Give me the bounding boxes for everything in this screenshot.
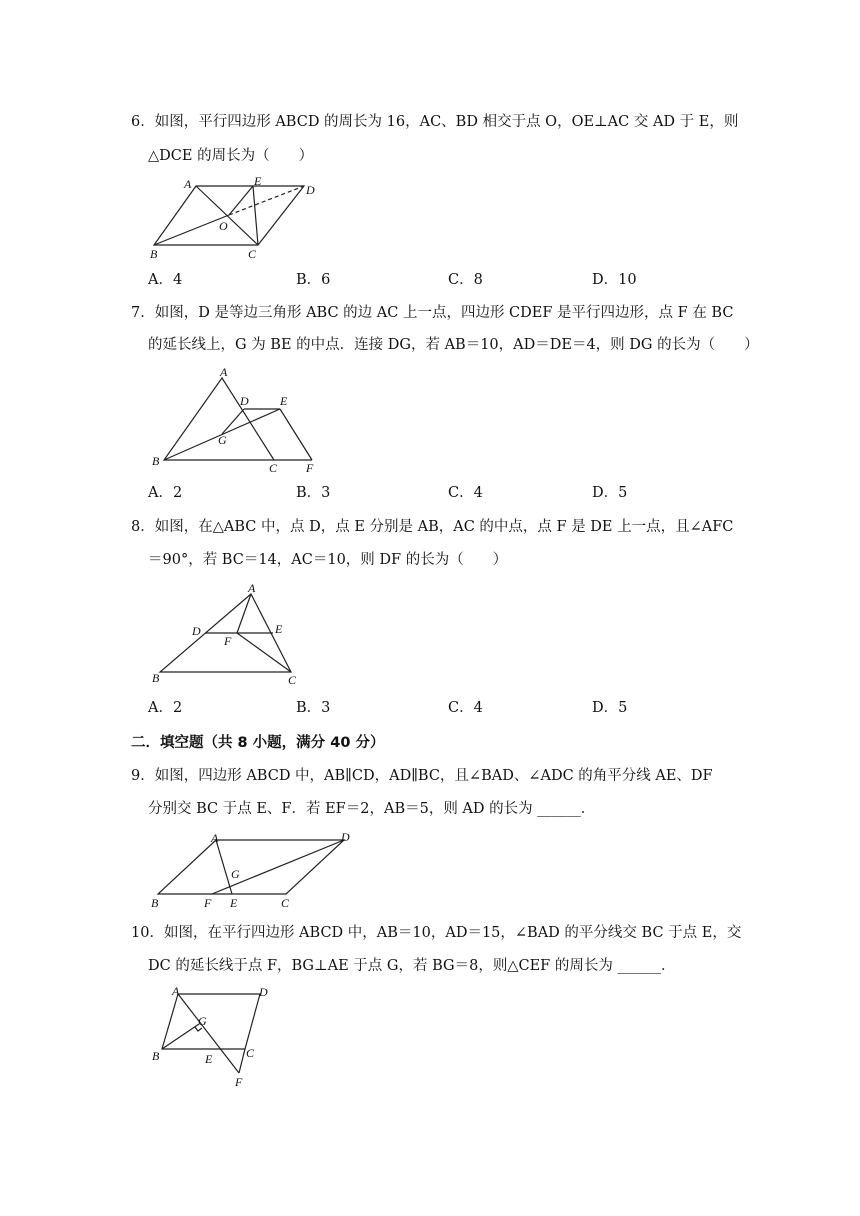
q7-option-c[interactable]: C．4 <box>448 485 483 501</box>
q10-text-line1: 10．如图，在平行四边形 ABCD 中，AB＝10，AD＝15，∠BAD 的平分线交 BC 于点 E，交 <box>131 925 742 941</box>
q6-option-c[interactable]: C．8 <box>448 272 483 288</box>
q8-text-line1: 8．如图，在△ABC 中，点 D，点 E 分别是 AB，AC 的中点，点 F 是 DE 上一点，且∠AFC <box>131 519 734 535</box>
q9-label-c: C <box>281 896 290 910</box>
q8-text-line2: ＝90°，若 BC＝14，AC＝10，则 DF 的长为（ ） <box>148 552 508 568</box>
q10-label-c: C <box>246 1046 255 1060</box>
q6-text-line2: △DCE 的周长为（ ） <box>148 148 314 164</box>
q10-label-f: F <box>235 1075 243 1089</box>
q7-option-d[interactable]: D．5 <box>592 485 628 501</box>
q9-label-e: E <box>230 896 238 910</box>
q8-option-b[interactable]: B．3 <box>296 700 331 716</box>
q7-label-d: D <box>240 394 249 408</box>
q7-segment-ef <box>280 409 312 460</box>
section-heading-fill-in: 二．填空题（共 8 小题，满分 40 分） <box>131 735 385 751</box>
q6-option-b[interactable]: B．6 <box>296 272 331 288</box>
q9-bisector-ae <box>216 840 232 894</box>
q10-label-d: D <box>259 985 268 999</box>
q10-label-g: G <box>198 1014 207 1028</box>
q8-segment-fc <box>237 633 291 672</box>
q7-label-a: A <box>220 365 228 379</box>
q6-figure <box>148 172 318 262</box>
q6-segment-ec <box>253 186 258 245</box>
q9-label-f: F <box>204 896 212 910</box>
q6-label-o: O <box>219 219 228 233</box>
q8-option-d[interactable]: D．5 <box>592 700 628 716</box>
q6-label-d: D <box>306 183 315 197</box>
q6-label-c: C <box>248 247 257 261</box>
q7-label-b: B <box>152 454 160 468</box>
q8-label-a: A <box>248 581 256 595</box>
q6-label-b: B <box>150 247 158 261</box>
q9-parallelogram <box>158 840 344 894</box>
q6-label-e: E <box>254 174 262 188</box>
q8-option-c[interactable]: C．4 <box>448 700 483 716</box>
q9-text-line1: 9．如图，四边形 ABCD 中，AB∥CD，AD∥BC，且∠BAD、∠ADC 的角平分线 AE、DF <box>131 768 713 784</box>
q8-label-d: D <box>192 624 201 638</box>
q10-label-e: E <box>205 1052 213 1066</box>
q8-option-a[interactable]: A．2 <box>148 700 183 716</box>
q10-label-b: B <box>152 1049 160 1063</box>
q10-label-a: A <box>172 984 180 998</box>
q10-extension-cf <box>239 1049 245 1073</box>
q7-text-line2: 的延长线上，G 为 BE 的中点．连接 DG，若 AB＝10，AD＝DE＝4，则 DG 的长为（ ） <box>148 337 759 353</box>
q9-label-g: G <box>231 867 240 881</box>
q7-label-c: C <box>269 461 278 475</box>
q7-label-e: E <box>280 394 288 408</box>
q6-label-a: A <box>184 177 192 191</box>
q8-label-b: B <box>152 671 160 685</box>
q7-label-g: G <box>218 433 227 447</box>
q10-parallelogram <box>162 994 260 1049</box>
q9-label-b: B <box>151 896 159 910</box>
q7-label-f: F <box>306 461 314 475</box>
q6-option-a[interactable]: A．4 <box>148 272 183 288</box>
q8-figure <box>148 580 318 690</box>
q7-text-line1: 7．如图，D 是等边三角形 ABC 的边 AC 上一点，四边形 CDEF 是平行四边形，点 F 在 BC <box>131 305 734 321</box>
q9-figure <box>148 828 368 913</box>
q9-text-line2: 分别交 BC 于点 E、F．若 EF＝2，AB＝5，则 AD 的长为 ______． <box>148 801 596 817</box>
q9-label-d: D <box>341 830 350 844</box>
q6-option-d[interactable]: D．10 <box>592 272 637 288</box>
q6-text-line1: 6．如图，平行四边形 ABCD 的周长为 16，AC、BD 相交于点 O，OE⊥AC 交 AD 于 E，则 <box>131 114 739 130</box>
q9-label-a: A <box>211 831 219 845</box>
q8-label-f: F <box>224 634 232 648</box>
q6-segment-oe <box>229 186 253 215</box>
q10-segment-bg <box>162 1024 199 1049</box>
q7-figure <box>148 364 338 474</box>
q8-label-e: E <box>275 622 283 636</box>
q10-figure <box>148 982 278 1094</box>
q10-text-line2: DC 的延长线于点 F，BG⊥AE 于点 G，若 BG＝8，则△CEF 的周长为 ______． <box>148 958 676 974</box>
q8-label-c: C <box>288 673 297 687</box>
q7-option-b[interactable]: B．3 <box>296 485 331 501</box>
q7-option-a[interactable]: A．2 <box>148 485 183 501</box>
